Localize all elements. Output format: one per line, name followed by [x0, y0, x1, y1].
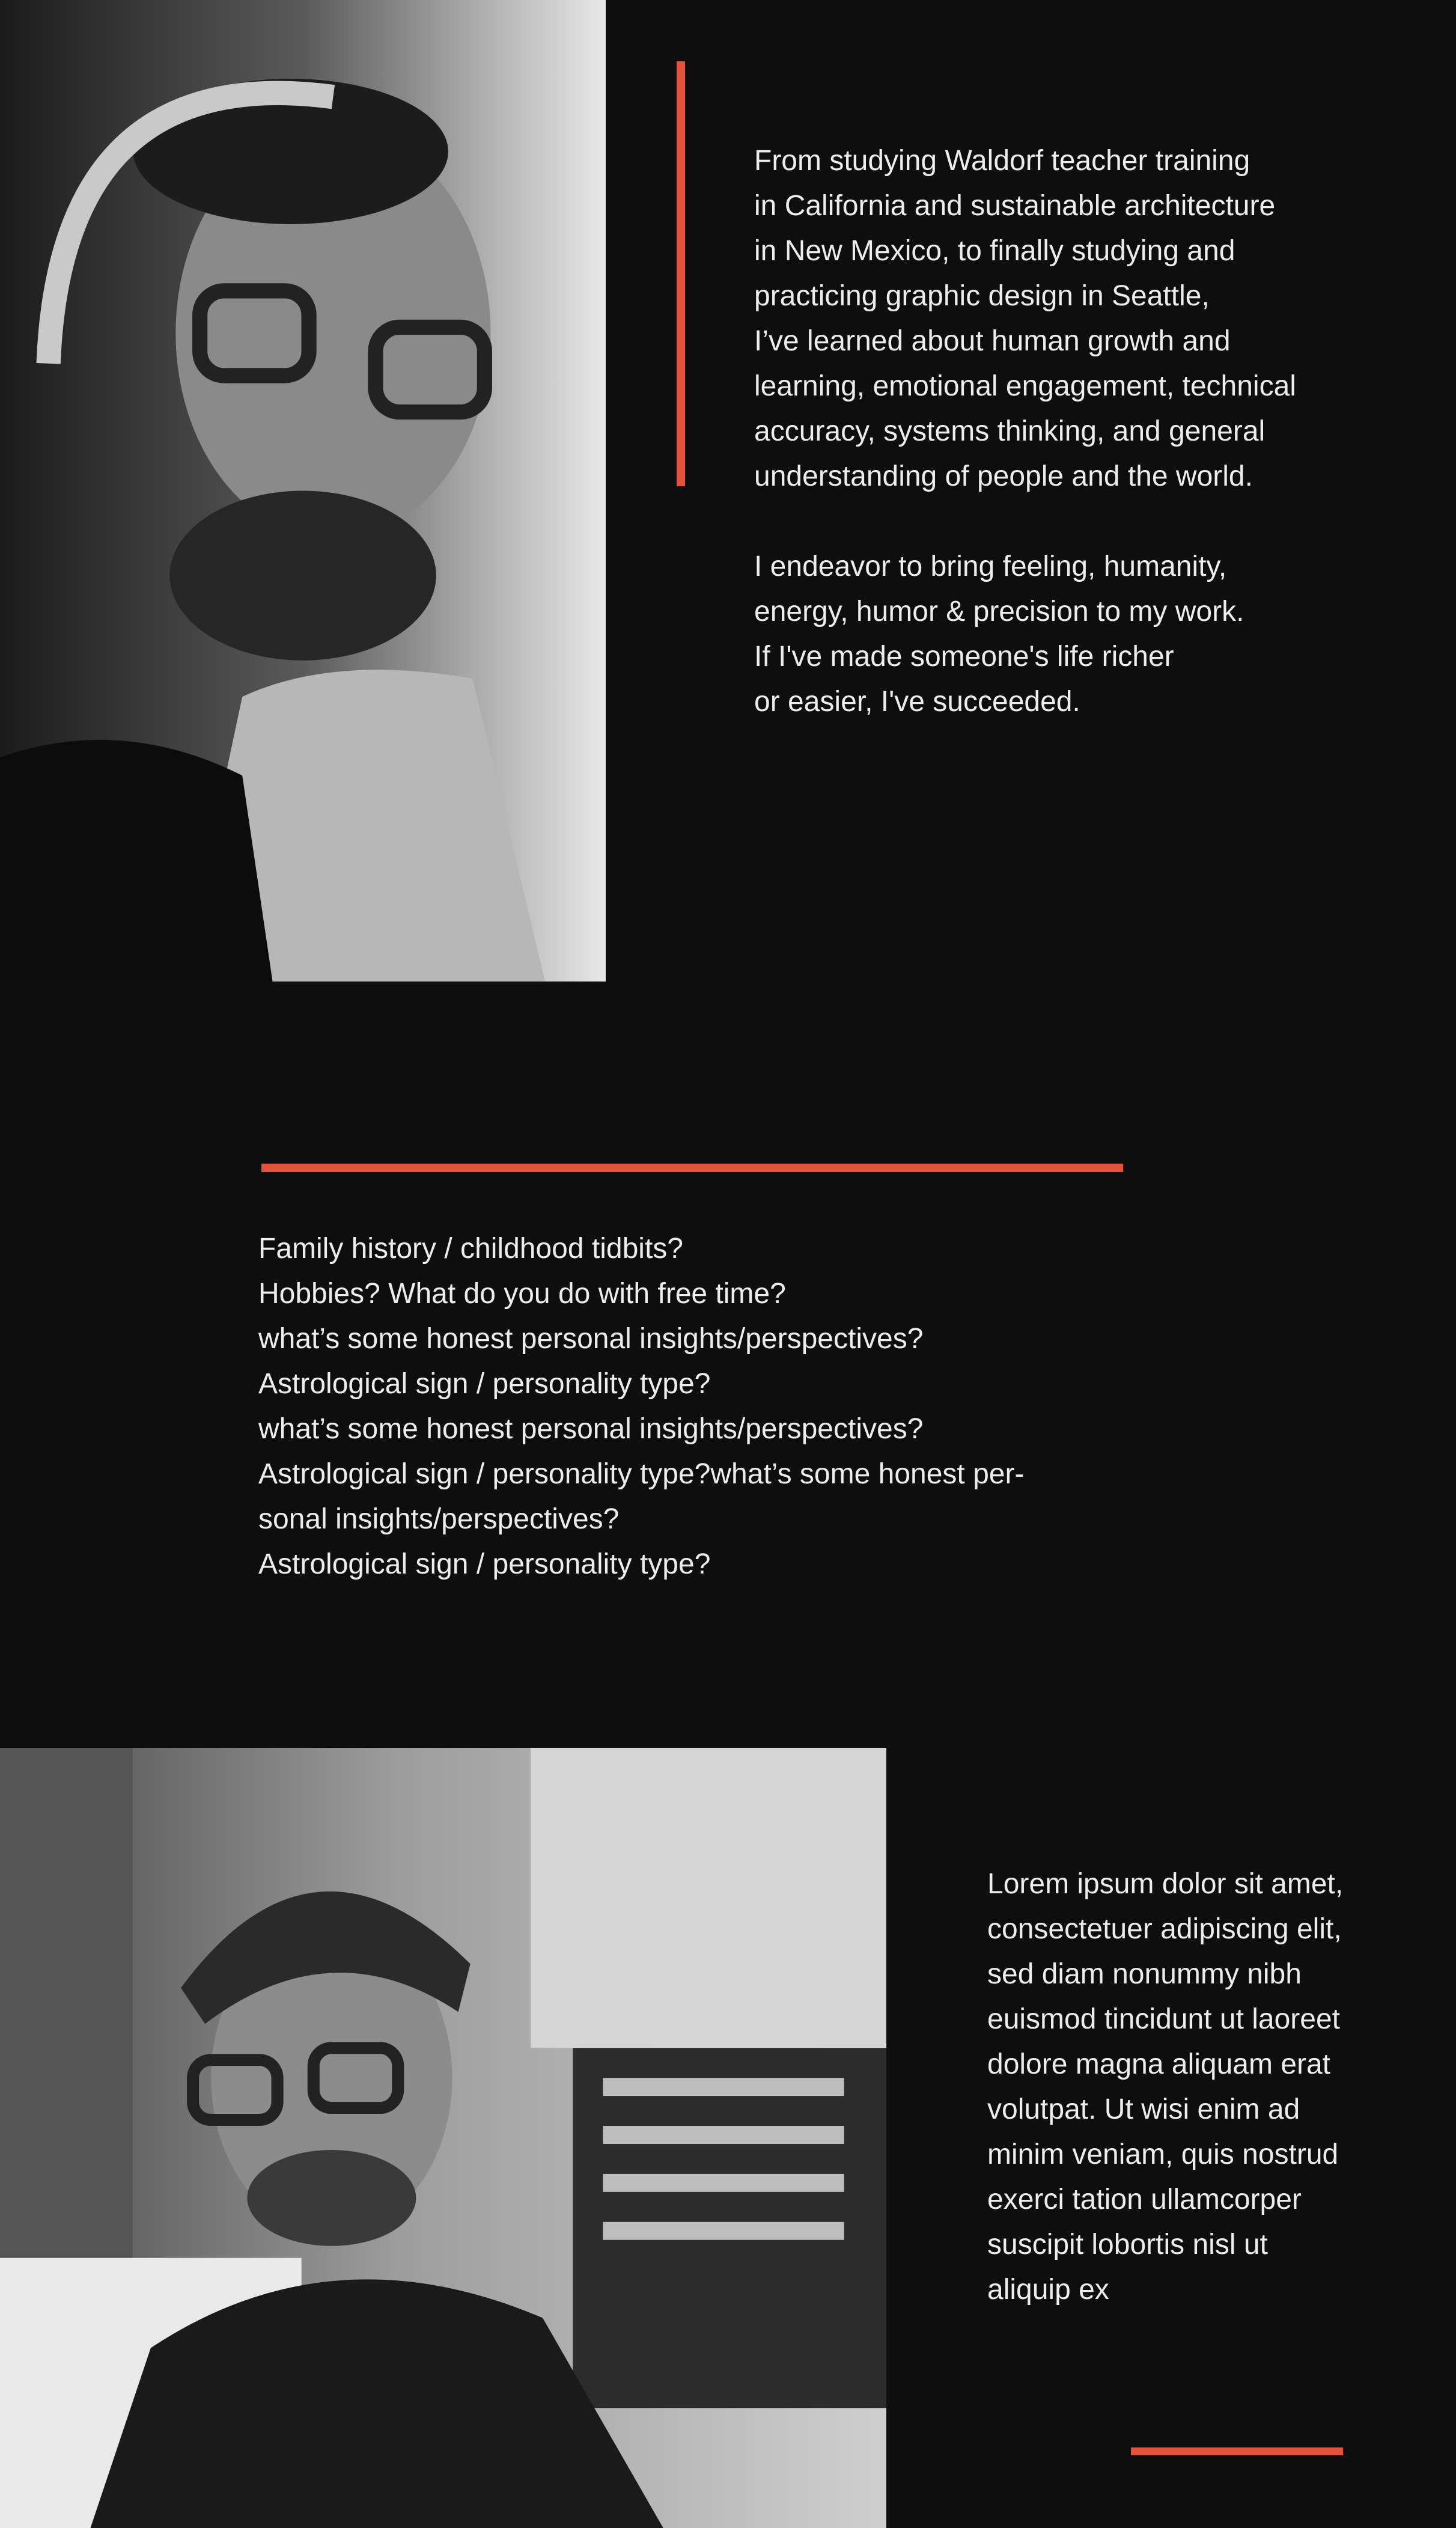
portrait-headphones-image: [0, 0, 606, 982]
mission-paragraph: [754, 544, 1427, 724]
bottom-accent-bar: [1131, 2447, 1343, 2455]
intro-line: understanding of people and the world.: [754, 460, 1253, 492]
horizontal-accent-bar: [261, 1164, 1123, 1172]
intro-line: accuracy, systems thinking, and general: [754, 415, 1266, 447]
question-line: what’s some honest personal insights/perspectives?: [258, 1323, 924, 1355]
question-line: Astrological sign / personality type?: [258, 1548, 711, 1580]
mission-line: or easier, I've succeeded.: [754, 686, 1080, 718]
lorem-line: volutpat. Ut wisi enim ad: [987, 2093, 1300, 2125]
question-line: sonal insights/perspectives?: [258, 1503, 620, 1535]
lorem-line: dolore magna aliquam erat: [987, 2048, 1331, 2080]
lorem-line: minim veniam, quis nostrud: [987, 2139, 1339, 2170]
intro-line: learning, emotional engagement, technical: [754, 370, 1296, 402]
mission-line: If I've made someone's life richer: [754, 641, 1174, 673]
intro-line: in New Mexico, to finally studying and: [754, 235, 1235, 267]
mission-line: I endeavor to bring feeling, humanity,: [754, 551, 1227, 582]
question-line: Astrological sign / personality type?: [258, 1368, 711, 1400]
lorem-line: exerci tation ullamcorper: [987, 2184, 1302, 2215]
lorem-line: suscipit lobortis nisl ut: [987, 2229, 1268, 2261]
question-line: Astrological sign / personality type?what’s some honest per-: [258, 1458, 1025, 1490]
vertical-accent-bar: [677, 61, 685, 486]
question-line: Family history / childhood tidbits?: [258, 1233, 683, 1265]
intro-line: I’ve learned about human growth and: [754, 325, 1231, 357]
question-line: Hobbies? What do you do with free time?: [258, 1278, 786, 1310]
portrait-cafe-image: [0, 1748, 886, 2528]
question-line: what’s some honest personal insights/perspectives?: [258, 1413, 924, 1445]
lorem-line: aliquip ex: [987, 2274, 1109, 2306]
mission-line: energy, humor & precision to my work.: [754, 596, 1244, 627]
intro-line: in California and sustainable architecture: [754, 190, 1276, 222]
lorem-line: consectetuer adipiscing elit,: [987, 1913, 1342, 1945]
intro-line: practicing graphic design in Seattle,: [754, 280, 1210, 312]
questions-list: [258, 1226, 1148, 1587]
lorem-line: sed diam nonummy nibh: [987, 1958, 1302, 1990]
lorem-paragraph: [987, 1861, 1420, 2312]
intro-line: From studying Waldorf teacher training: [754, 145, 1250, 177]
lorem-line: euismod tincidunt ut laoreet: [987, 2003, 1341, 2035]
lorem-line: Lorem ipsum dolor sit amet,: [987, 1868, 1344, 1900]
intro-paragraph: [754, 138, 1427, 499]
